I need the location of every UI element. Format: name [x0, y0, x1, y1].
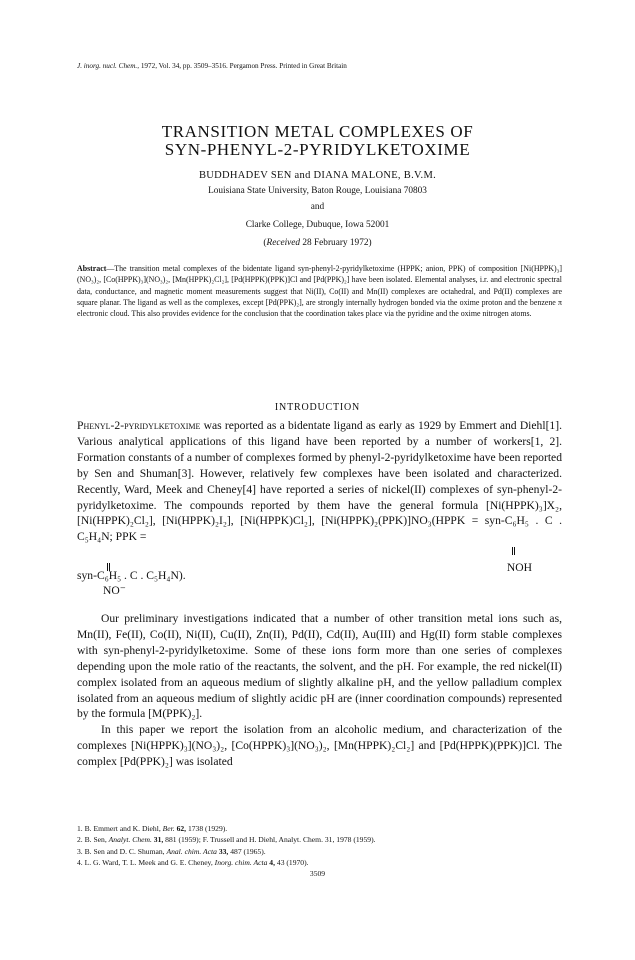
reference-item: 1. B. Emmert and K. Diehl, Ber. 62, 1738 (1929). — [77, 824, 228, 833]
section-heading-introduction: INTRODUCTION — [274, 402, 361, 413]
intro-paragraph-1-text: was reported as a bidentate ligand as early as 1929 by Emmert and Diehl[1]. Various analytical applications of this ligand have been reported by a number of workers[1, 2]. Formation constants of a number of complexes formed by phenyl-2-pyridylketoxime have been reported by Sen and Shuman[3]. However, relatively few complexes have been isolated and characterized. Recently, Ward, Meek and Cheney[4] have reported a series of nickel(II) complexes of syn-phenyl-2-pyridylketoxime. The compounds reported by them have the general formula [Ni(HPPK)₃]X₂, [Ni(HPPK)₂Cl₂], [Ni(HPPK)₂I₂], [Ni(HPPK)Cl₂], [Ni(HPPK)₂(PPK)]NO₃(HPPK = syn-C₆H₅ . C . C₅H₄N; PPK = — [77, 419, 562, 544]
reference-item: 4. L. G. Ward, T. L. Meek and G. E. Cheney, Inorg. chim. Acta 4, 43 (1970). — [77, 858, 309, 868]
journal-citation-line — [77, 62, 347, 70]
double-bond-mark-ppk — [107, 563, 110, 571]
formula-ppk: syn-C₆H₅ . C . C₅H₄N). — [77, 569, 186, 582]
formula-no-minus: NO⁻ — [103, 584, 126, 597]
abstract-label: Abstract — [77, 264, 107, 273]
paper-title-line-2: SYN-PHENYL-2-PYRIDYLKETOXIME — [164, 140, 471, 159]
received-label: Received — [266, 238, 301, 248]
affiliation-and: and — [310, 202, 325, 212]
abstract-text: —The transition metal complexes of the bidentate ligand syn-phenyl-2-pyridylketoxime (HPPK; anion, PPK) of composition [Ni(HPPK)₃](NO₃)₂, [Co(HPPK)₃](NO₃)₂, [Mn(HPPK)₂Cl₂], [Pd(HPPK)(PPK)]Cl and [Pd(PPK)₂] have been isolated. Elemental analyses, i.r. and electronic spectral data, conductance, and magnetic moment measurements suggest that Ni(II), Co(II) and Mn(II) complexes are octahedral, and Pd(II) complexes are square planar. The ligand as well as the complexes, except [Pd(PPK)₂], are strongly internally hydrogen bonded via the oxime proton and the benzene π electronic cloud. This also provides evidence for the conclusion that the coordination takes place via the pyridine and the oxime nitrogen atoms. — [77, 264, 562, 319]
intro-paragraph-3-text: In this paper we report the isolation from an alcoholic medium, and characterization of the complexes [Ni(HPPK)₃](NO₃)₂, [Co(HPPK)₃](NO₃)₂, [Mn(HPPK)₂Cl₂] and [Pd(HPPK)(PPK)]Cl. The complex [Pd(PPK)₂] was isolated — [77, 723, 562, 769]
received-open: ( — [263, 238, 267, 248]
intro-lead-word: Phenyl-2-pyridylketoxime — [77, 419, 201, 432]
authors: BUDDHADEV SEN and DIANA MALONE, B.V.M. — [198, 170, 437, 181]
received-value: 28 February 1972) — [300, 238, 372, 248]
paper-title-line-1: TRANSITION METAL COMPLEXES OF — [161, 122, 474, 141]
intro-paragraph-2-text: Our preliminary investigations indicated that a number of other transition metal ions such as, Mn(II), Fe(II), Co(II), Ni(II), Cu(II), Zn(II), Pd(II), Cd(II), Au(III) and Hg(II) form stable complexes with syn-phenyl-2-pyridylketoxime. Some of these ions form more than one series of complexes depending upon the mole ratio of the reactants, the solvent, and the pH. For example, the red nickel(II) complex isolated from an aqueous medium of slightly alkaline pH, and the yellow palladium complex isolated from an aqueous medium of slightly acidic pH are (inner coordination compounds) represented by the formula [M(PPK)₂]. — [77, 612, 562, 721]
received-date — [60, 238, 575, 248]
introduction-paragraph-2 — [77, 611, 562, 770]
abstract — [77, 263, 562, 319]
affiliation-1: Louisiana State University, Baton Rouge, Louisiana 70803 — [208, 186, 427, 196]
reference-item: 2. B. Sen, Analyt. Chem. 31, 881 (1959); F. Trussell and H. Diehl, Analyt. Chem. 31, 1978 (1959). — [77, 835, 376, 845]
affiliation-2: Clarke College, Dubuque, Iowa 52001 — [245, 220, 390, 230]
journal-details: 1972, Vol. 34, pp. 3509–3516. Pergamon Press. Printed in Great Britain — [139, 62, 347, 70]
reference-item: 3. B. Sen and D. C. Shuman, Anal. chim. Acta 33, 487 (1965). — [77, 846, 266, 856]
formula-noh: NOH — [506, 561, 532, 574]
double-bond-mark-hppk — [512, 547, 515, 555]
page-number: 3509 — [309, 869, 326, 878]
references-list — [77, 823, 562, 869]
introduction-paragraph-1 — [77, 418, 562, 545]
journal-name: J. inorg. nucl. Chem., — [77, 62, 140, 70]
chemical-formula-block — [77, 563, 562, 603]
